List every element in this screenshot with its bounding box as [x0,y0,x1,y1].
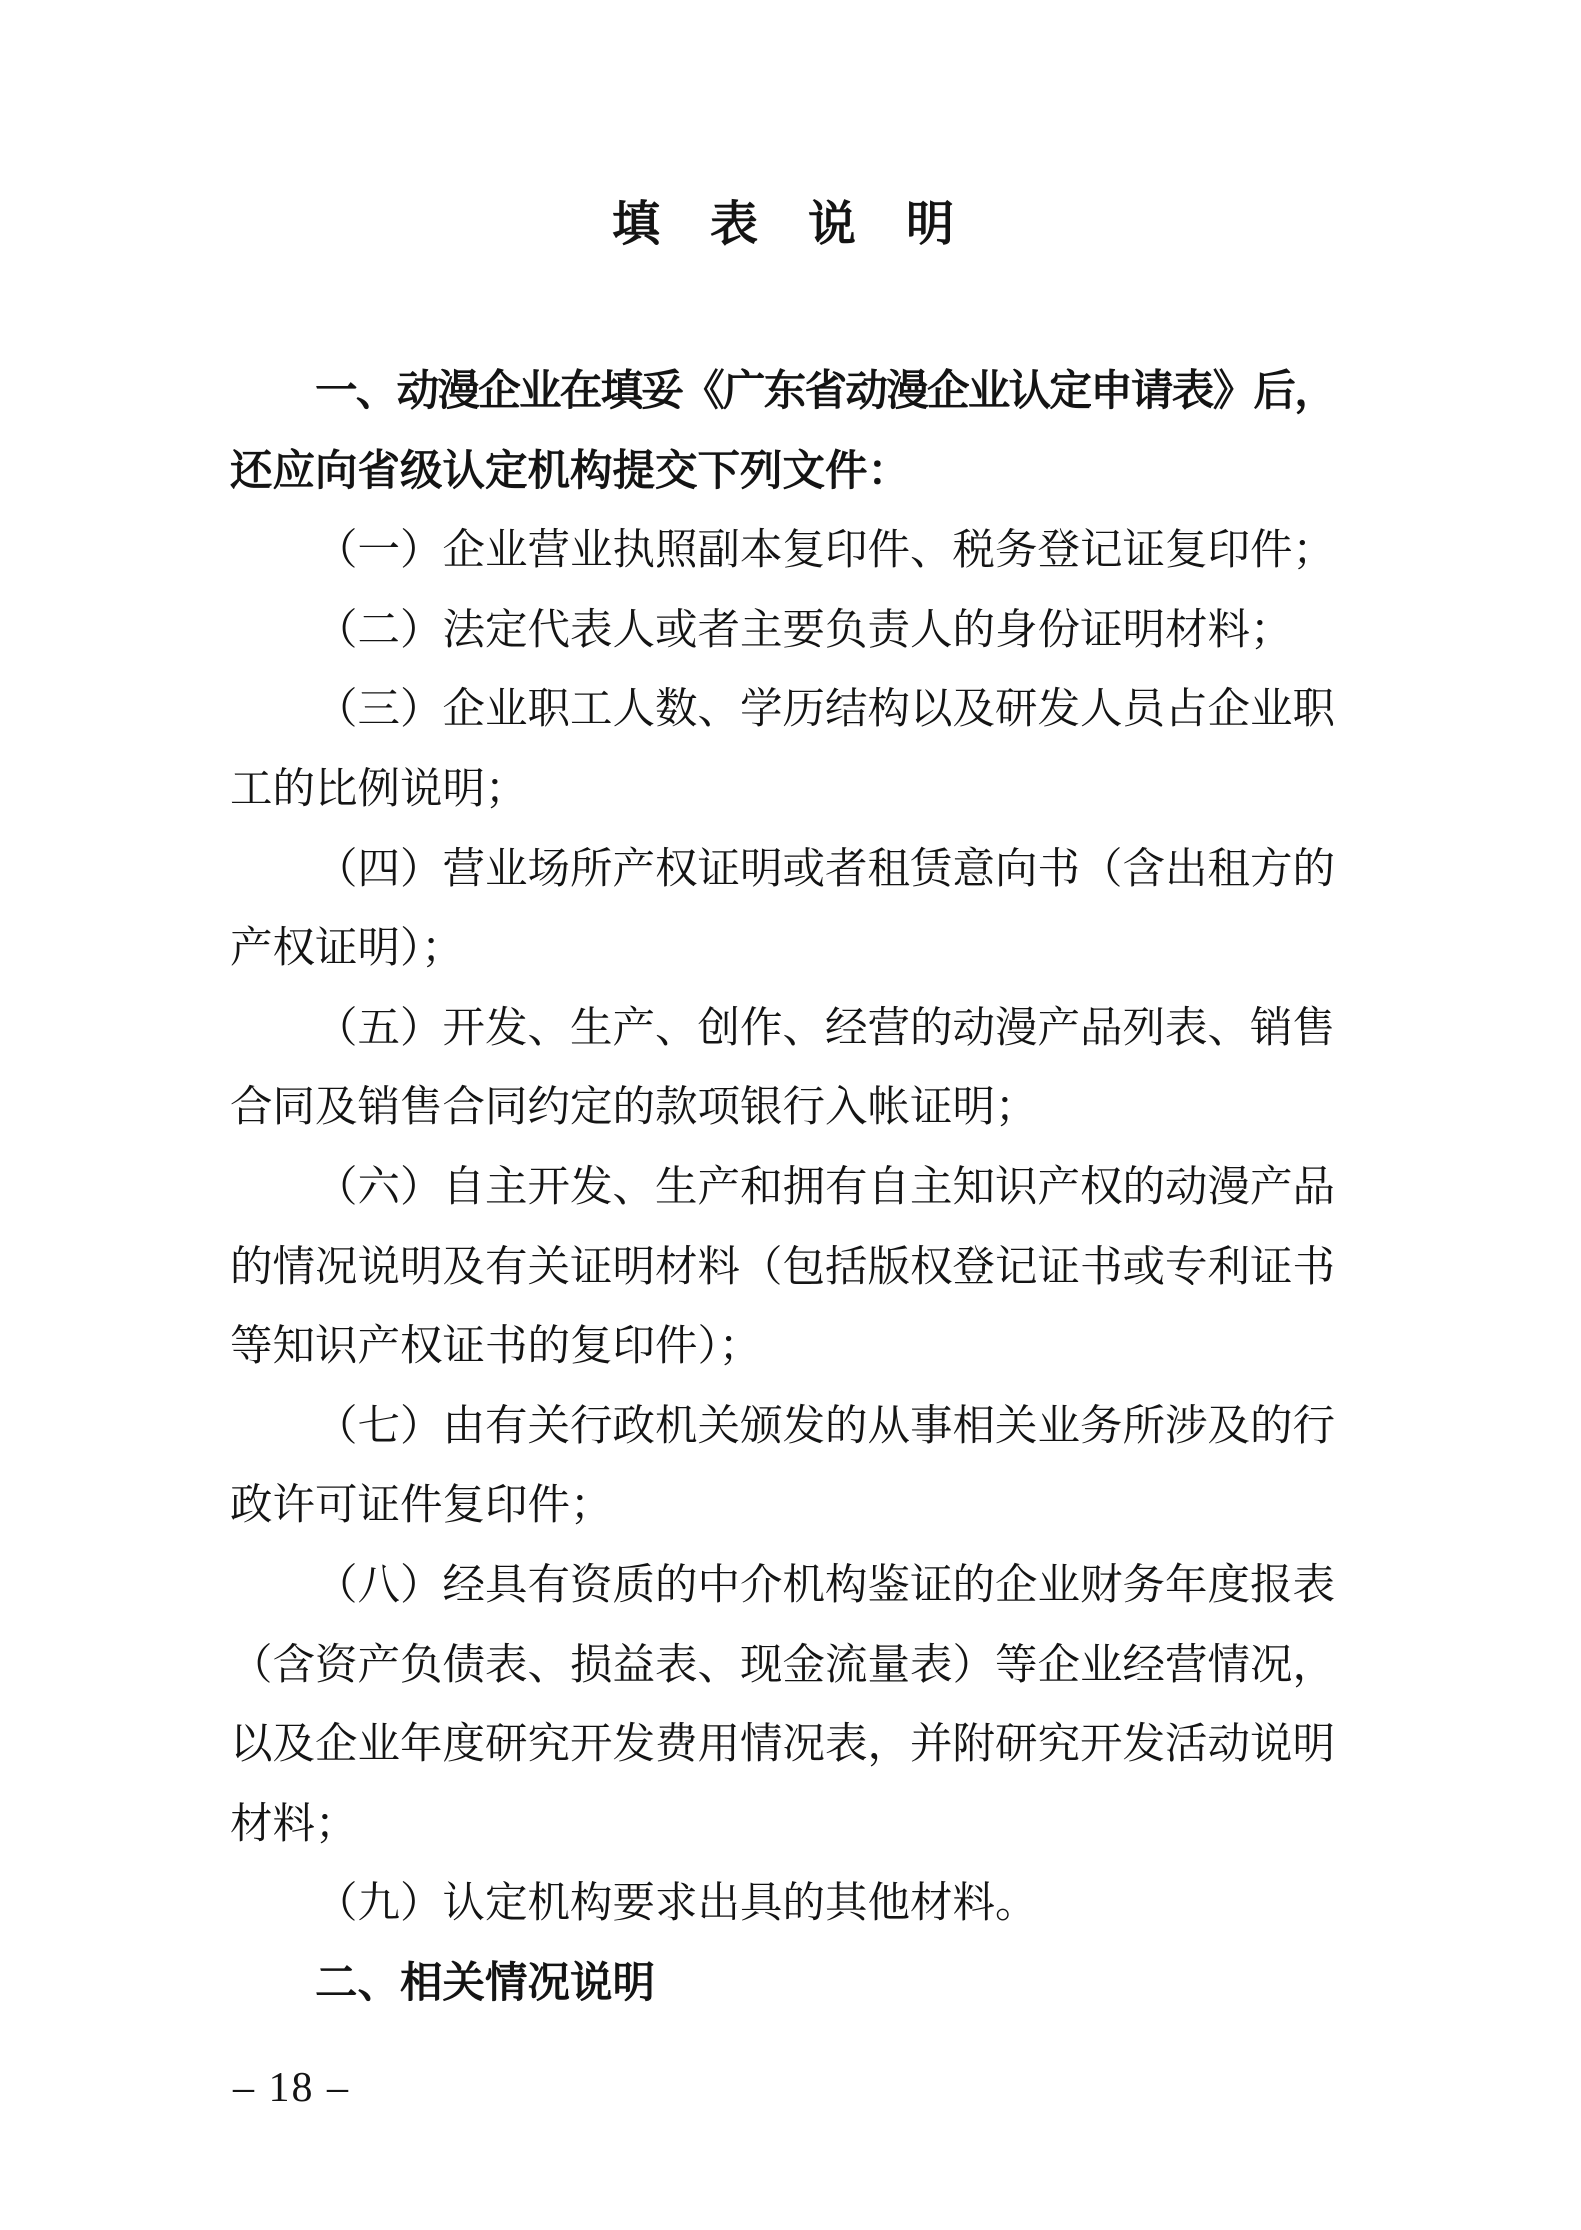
page-number: – 18 – [233,2065,350,2111]
page-title: 填表说明 [612,196,1005,252]
text-line: （五）开发、生产、创作、经营的动漫产品列表、销售 [315,1004,1336,1052]
text-line: 的情况说明及有关证明材料（包括版权登记证书或专利证书 [230,1243,1336,1291]
text-line: 产权证明）； [230,925,464,973]
text-line: （三）企业职工人数、学历结构以及研发人员占企业职 [315,686,1336,734]
text-line: 一、动漫企业在填妥《广东省动漫企业认定申请表》后， [315,367,1336,416]
text-line: 二、相关情况说明 [315,1958,656,2008]
text-line: （一）企业营业执照副本复印件、税务登记证复印件； [315,527,1336,575]
text-line: 工的比例说明； [230,765,528,813]
document-body [230,352,1335,2023]
text-line: （含资产负债表、损益表、现金流量表）等企业经营情况， [230,1641,1336,1689]
text-line: （六）自主开发、生产和拥有自主知识产权的动漫产品 [315,1163,1336,1211]
text-line: 还应向省级认定机构提交下列文件： [230,446,911,496]
text-line: （八）经具有资质的中介机构鉴证的企业财务年度报表 [315,1561,1336,1609]
text-line: 政许可证件复印件； [230,1482,613,1530]
text-line: 合同及销售合同约定的款项银行入帐证明； [230,1084,1038,1132]
text-line: （七）由有关行政机关颁发的从事相关业务所涉及的行 [315,1402,1336,1450]
text-line: （四）营业场所产权证明或者租赁意向书（含出租方的 [315,845,1336,893]
text-line: 等知识产权证书的复印件）； [230,1323,762,1371]
text-line: 以及企业年度研究开发费用情况表，并附研究开发活动说明 [230,1721,1336,1769]
text-line: （二）法定代表人或者主要负责人的身份证明材料； [315,606,1293,654]
text-line: 材料； [230,1800,358,1848]
text-line: （九）认定机构要求出具的其他材料。 [315,1880,1038,1928]
